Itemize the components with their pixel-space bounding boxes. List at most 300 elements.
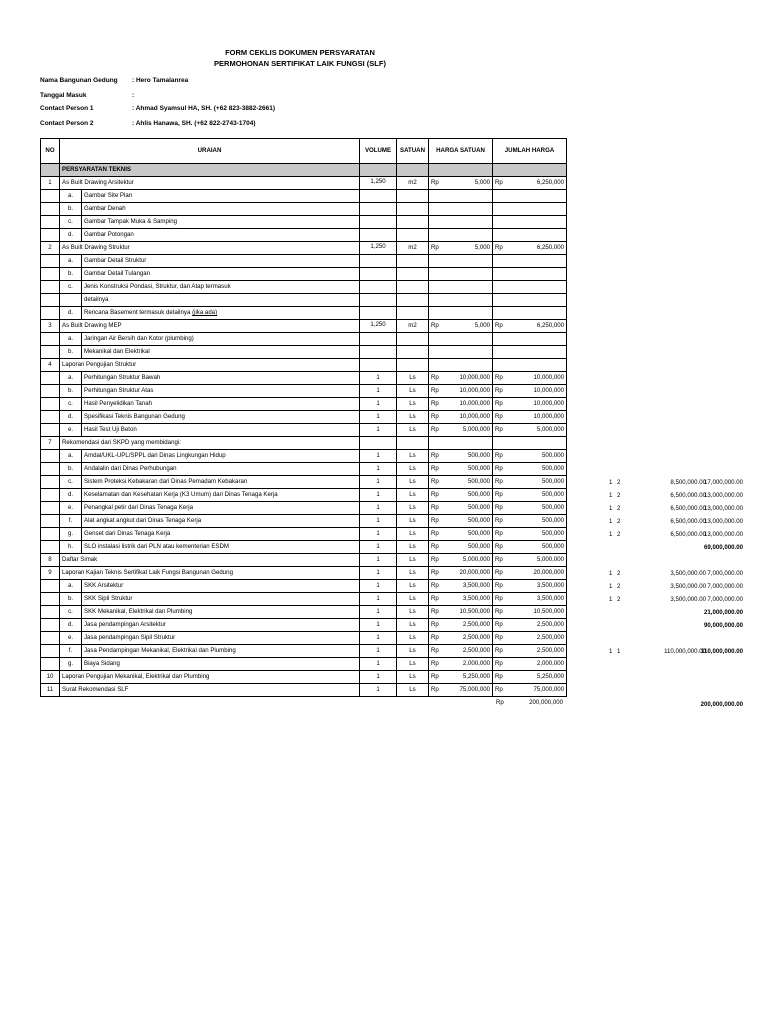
side-total: 21,000,000.00 — [704, 609, 743, 616]
sub-letter: b. — [60, 268, 82, 281]
unit-price-cell: 3,500,000 — [440, 593, 493, 606]
currency-cell: Rp — [429, 515, 440, 528]
table-row — [41, 580, 567, 593]
currency-cell: Rp — [493, 606, 504, 619]
currency-cell: Rp — [429, 242, 440, 255]
row-number — [41, 593, 60, 606]
row-number: 8 — [41, 554, 60, 567]
item-text: Perhitungan Struktur Bawah — [82, 372, 360, 385]
unit-price-cell — [440, 268, 493, 281]
row-number — [41, 346, 60, 359]
item-text: Jasa pendampingan Arsitektur — [82, 619, 360, 632]
total-price-cell — [504, 255, 567, 268]
table-row — [41, 190, 567, 203]
currency-cell: Rp — [493, 515, 504, 528]
side-total: 90,000,000.00 — [704, 622, 743, 629]
header-satuan: SATUAN — [397, 139, 429, 164]
unit-price-cell — [440, 216, 493, 229]
unit-price-cell — [440, 437, 493, 450]
currency-cell: Rp — [429, 502, 440, 515]
sub-letter: c. — [60, 606, 82, 619]
table-row — [41, 476, 567, 489]
info-value: : Ahmad Syamsul HA, SH. (+62 823-3882-2661) — [132, 105, 276, 112]
sub-letter: c. — [60, 476, 82, 489]
item-text: Gambar Detail Struktur — [82, 255, 360, 268]
unit-price-cell — [440, 203, 493, 216]
sub-letter: b. — [60, 463, 82, 476]
currency-cell: Rp — [493, 684, 504, 697]
table-row — [41, 346, 567, 359]
side-qty-a: 1 — [609, 596, 613, 603]
item-text: Alat angkat angkut dari Dinas Tenaga Kerja — [82, 515, 360, 528]
item-text: Hasil Test Uji Beton — [82, 424, 360, 437]
unit-price-cell: 10,500,000 — [440, 606, 493, 619]
currency-cell — [429, 359, 440, 372]
table-row — [41, 593, 567, 606]
unit-cell: Ls — [397, 567, 429, 580]
total-price-cell: 2,500,000 — [504, 632, 567, 645]
table-row — [41, 372, 567, 385]
sub-letter: d. — [60, 229, 82, 242]
volume-cell — [360, 294, 397, 307]
document-title-line1: FORM CEKLIS DOKUMEN PERSYARATAN — [225, 48, 375, 57]
currency-cell — [493, 359, 504, 372]
unit-price-cell: 5,000 — [440, 177, 493, 190]
sub-letter: f. — [60, 645, 82, 658]
unit-cell — [397, 307, 429, 320]
table-row — [41, 359, 567, 372]
currency-cell: Rp — [429, 541, 440, 554]
item-text: Gambar Detail Tulangan — [82, 268, 360, 281]
item-text: Rencana Basement termasuk detailnya (jika ada) — [82, 307, 360, 320]
table-header-row — [41, 139, 567, 164]
currency-cell — [429, 307, 440, 320]
currency-cell: Rp — [493, 372, 504, 385]
currency-cell: Rp — [493, 645, 504, 658]
unit-cell: Ls — [397, 658, 429, 671]
currency-cell: Rp — [429, 528, 440, 541]
unit-price-cell: 500,000 — [440, 463, 493, 476]
volume-cell: 1 — [360, 489, 397, 502]
side-unit-price: 3,500,000.00 — [670, 596, 706, 603]
unit-cell: Ls — [397, 450, 429, 463]
volume-cell — [360, 229, 397, 242]
unit-price-cell: 10,000,000 — [440, 398, 493, 411]
currency-cell — [429, 229, 440, 242]
currency-cell: Rp — [429, 476, 440, 489]
table-row — [41, 424, 567, 437]
table-row — [41, 632, 567, 645]
volume-cell: 1,250 — [360, 242, 397, 255]
item-text: Jasa pendampingan Sipil Struktur — [82, 632, 360, 645]
side-total: 200,000,000.00 — [700, 701, 743, 708]
table-row — [41, 502, 567, 515]
info-label: Contact Person 1 — [40, 105, 94, 112]
unit-price-cell — [440, 359, 493, 372]
unit-price-cell — [440, 190, 493, 203]
total-price-cell — [504, 190, 567, 203]
volume-cell: 1 — [360, 385, 397, 398]
section-row — [41, 164, 567, 177]
document-title-line2: PERMOHONAN SERTIFIKAT LAIK FUNGSI (SLF) — [214, 59, 386, 68]
row-number — [41, 424, 60, 437]
side-unit-price: 6,500,000.00 — [670, 492, 706, 499]
unit-price-cell: 5,000,000 — [440, 554, 493, 567]
side-unit-price: 110,000,000.00 — [664, 648, 706, 655]
unit-cell: Ls — [397, 411, 429, 424]
currency-cell: Rp — [429, 411, 440, 424]
total-price-cell — [504, 346, 567, 359]
total-price-cell: 6,250,000 — [504, 242, 567, 255]
item-text: Jaringan Air Bersih dan Kotor (plumbing) — [82, 333, 360, 346]
unit-cell: Ls — [397, 515, 429, 528]
side-total: 7,000,000.00 — [707, 596, 743, 603]
volume-cell: 1 — [360, 658, 397, 671]
volume-cell: 1 — [360, 476, 397, 489]
item-text: Laporan Pengujian Mekanikal, Elektrikal dan Plumbing — [60, 671, 360, 684]
side-qty-a: 1 — [609, 505, 613, 512]
currency-cell: Rp — [493, 398, 504, 411]
row-number — [41, 528, 60, 541]
currency-cell: Rp — [429, 385, 440, 398]
total-price-cell: 10,000,000 — [504, 372, 567, 385]
side-qty-a: 1 — [609, 479, 613, 486]
volume-cell: 1 — [360, 671, 397, 684]
side-qty-a: 1 — [609, 518, 613, 525]
table-row — [41, 268, 567, 281]
grand-total-value: 200,000,000 — [529, 699, 563, 706]
side-qty-b: 2 — [617, 570, 621, 577]
row-number — [41, 645, 60, 658]
unit-cell — [397, 190, 429, 203]
unit-cell: Ls — [397, 476, 429, 489]
sub-letter: a. — [60, 190, 82, 203]
total-price-cell: 10,000,000 — [504, 398, 567, 411]
volume-cell: 1 — [360, 411, 397, 424]
total-price-cell: 500,000 — [504, 502, 567, 515]
currency-cell: Rp — [493, 489, 504, 502]
currency-cell: Rp — [429, 671, 440, 684]
sub-letter: b. — [60, 385, 82, 398]
unit-price-cell — [440, 307, 493, 320]
table-row — [41, 567, 567, 580]
item-text: Mekanikal dan Elektrikal — [82, 346, 360, 359]
side-total: 69,000,000.00 — [704, 544, 743, 551]
volume-cell — [360, 255, 397, 268]
side-total: 13,000,000.00 — [704, 492, 743, 499]
total-price-cell: 500,000 — [504, 489, 567, 502]
currency-cell: Rp — [493, 671, 504, 684]
volume-cell: 1 — [360, 528, 397, 541]
unit-cell: Ls — [397, 463, 429, 476]
total-price-cell: 5,250,000 — [504, 671, 567, 684]
sub-letter: a. — [60, 450, 82, 463]
currency-cell — [429, 437, 440, 450]
row-number — [41, 619, 60, 632]
currency-cell — [493, 307, 504, 320]
unit-cell: Ls — [397, 671, 429, 684]
header-uraian: URAIAN — [60, 139, 360, 164]
volume-cell: 1 — [360, 541, 397, 554]
currency-cell — [493, 281, 504, 294]
row-number — [41, 450, 60, 463]
side-qty-a: 1 — [609, 492, 613, 499]
header-no: NO — [41, 139, 60, 164]
currency-cell — [493, 437, 504, 450]
unit-cell: Ls — [397, 489, 429, 502]
unit-price-cell: 500,000 — [440, 476, 493, 489]
item-text: Sistem Proteksi Kebakaran dari Dinas Pemadam Kebakaran — [82, 476, 360, 489]
sub-letter: b. — [60, 203, 82, 216]
info-value: : Ahlis Hanawa, SH. (+62 822-2743-1704) — [132, 120, 256, 127]
side-qty-a: 1 — [609, 570, 613, 577]
sub-letter: b. — [60, 346, 82, 359]
total-price-cell: 6,250,000 — [504, 320, 567, 333]
total-price-cell: 500,000 — [504, 515, 567, 528]
volume-cell: 1 — [360, 450, 397, 463]
total-price-cell — [504, 307, 567, 320]
item-text: SKK Arsitektur — [82, 580, 360, 593]
currency-cell — [429, 190, 440, 203]
unit-cell: m2 — [397, 242, 429, 255]
volume-cell: 1 — [360, 554, 397, 567]
volume-cell — [360, 203, 397, 216]
side-qty-b: 2 — [617, 492, 621, 499]
side-total: 110,000,000.00 — [700, 648, 743, 655]
currency-cell: Rp — [429, 684, 440, 697]
unit-cell: Ls — [397, 398, 429, 411]
row-number: 1 — [41, 177, 60, 190]
volume-cell — [360, 190, 397, 203]
total-price-cell — [504, 281, 567, 294]
volume-cell: 1 — [360, 580, 397, 593]
table-row — [41, 554, 567, 567]
currency-cell: Rp — [493, 541, 504, 554]
volume-cell: 1 — [360, 502, 397, 515]
volume-cell: 1 — [360, 632, 397, 645]
currency-cell — [493, 229, 504, 242]
table-row — [41, 437, 567, 450]
currency-cell — [429, 333, 440, 346]
unit-cell — [397, 333, 429, 346]
unit-price-cell: 500,000 — [440, 450, 493, 463]
total-price-cell: 500,000 — [504, 463, 567, 476]
total-price-cell: 500,000 — [504, 541, 567, 554]
currency-cell — [493, 333, 504, 346]
row-number — [41, 398, 60, 411]
item-text: Surat Rekomendasi SLF — [60, 684, 360, 697]
item-text: Gambar Denah — [82, 203, 360, 216]
unit-price-cell: 2,500,000 — [440, 632, 493, 645]
total-price-cell: 500,000 — [504, 528, 567, 541]
total-price-cell: 10,000,000 — [504, 385, 567, 398]
currency-cell — [429, 203, 440, 216]
currency-cell — [429, 346, 440, 359]
currency-cell: Rp — [493, 320, 504, 333]
table-row — [41, 411, 567, 424]
info-label: Contact Person 2 — [40, 120, 94, 127]
currency-cell — [493, 268, 504, 281]
row-number — [41, 268, 60, 281]
item-text: Laporan Pengujian Struktur — [60, 359, 360, 372]
currency-cell: Rp — [493, 528, 504, 541]
side-qty-b: 1 — [617, 648, 621, 655]
unit-cell: Ls — [397, 541, 429, 554]
volume-cell: 1 — [360, 619, 397, 632]
currency-cell: Rp — [493, 424, 504, 437]
unit-cell — [397, 229, 429, 242]
table-row — [41, 281, 567, 294]
sub-letter: b. — [60, 593, 82, 606]
side-qty-b: 2 — [617, 583, 621, 590]
side-unit-price: 8,500,000.00 — [670, 479, 706, 486]
currency-cell — [429, 255, 440, 268]
total-price-cell: 3,500,000 — [504, 593, 567, 606]
item-text: Perhitungan Struktur Atas — [82, 385, 360, 398]
volume-cell: 1 — [360, 567, 397, 580]
side-qty-a: 1 — [609, 648, 613, 655]
volume-cell — [360, 437, 397, 450]
sub-letter: c. — [60, 398, 82, 411]
unit-price-cell: 20,000,000 — [440, 567, 493, 580]
currency-cell: Rp — [493, 619, 504, 632]
side-total: 7,000,000.00 — [707, 570, 743, 577]
header-harga-satuan: HARGA SATUAN — [429, 139, 493, 164]
currency-cell: Rp — [493, 450, 504, 463]
item-text: SKK Sipil Struktur — [82, 593, 360, 606]
item-text: Rekomendasi dari SKPD yang membidangi: — [60, 437, 360, 450]
currency-cell: Rp — [429, 320, 440, 333]
sub-letter: f. — [60, 515, 82, 528]
side-qty-b: 2 — [617, 479, 621, 486]
row-number: 2 — [41, 242, 60, 255]
row-number — [41, 541, 60, 554]
table-row — [41, 619, 567, 632]
currency-cell: Rp — [429, 593, 440, 606]
volume-cell: 1 — [360, 606, 397, 619]
row-number — [41, 229, 60, 242]
unit-cell: Ls — [397, 385, 429, 398]
currency-cell: Rp — [493, 177, 504, 190]
side-total: 13,000,000.00 — [704, 505, 743, 512]
currency-cell: Rp — [429, 658, 440, 671]
side-qty-b: 2 — [617, 531, 621, 538]
side-unit-price: 3,500,000.00 — [670, 570, 706, 577]
volume-cell: 1,250 — [360, 320, 397, 333]
total-price-cell: 5,000,000 — [504, 424, 567, 437]
currency-cell — [429, 216, 440, 229]
sub-letter: a. — [60, 333, 82, 346]
row-number: 11 — [41, 684, 60, 697]
table-row — [41, 515, 567, 528]
side-qty-b: 2 — [617, 505, 621, 512]
side-unit-price: 6,500,000.00 — [670, 505, 706, 512]
table-row — [41, 606, 567, 619]
table-row — [41, 489, 567, 502]
unit-cell — [397, 255, 429, 268]
table-row — [41, 177, 567, 190]
row-number — [41, 385, 60, 398]
row-number — [41, 463, 60, 476]
row-number — [41, 190, 60, 203]
volume-cell: 1 — [360, 684, 397, 697]
item-text: Penangkal petir dari Dinas Tenaga Kerja — [82, 502, 360, 515]
side-total: 17,000,000.00 — [704, 479, 743, 486]
currency-cell: Rp — [493, 632, 504, 645]
unit-cell: Ls — [397, 645, 429, 658]
currency-cell — [493, 294, 504, 307]
item-text: Genset dari Dinas Tenaga Kerja — [82, 528, 360, 541]
side-total: 13,000,000.00 — [704, 518, 743, 525]
side-qty-a: 1 — [609, 583, 613, 590]
table-row — [41, 528, 567, 541]
total-price-cell — [504, 268, 567, 281]
item-text: Gambar Site Plan — [82, 190, 360, 203]
sub-letter: d. — [60, 489, 82, 502]
row-number: 3 — [41, 320, 60, 333]
currency-cell — [493, 203, 504, 216]
unit-cell: m2 — [397, 320, 429, 333]
item-text: SKK Mekanikal, Elektrikal dan Plumbing — [82, 606, 360, 619]
row-number — [41, 333, 60, 346]
item-text: Gambar Tampak Muka & Samping — [82, 216, 360, 229]
total-price-cell — [504, 437, 567, 450]
volume-cell — [360, 346, 397, 359]
volume-cell — [360, 268, 397, 281]
currency-cell — [429, 294, 440, 307]
unit-price-cell: 500,000 — [440, 489, 493, 502]
unit-price-cell: 10,000,000 — [440, 372, 493, 385]
unit-price-cell: 5,000 — [440, 242, 493, 255]
unit-cell: Ls — [397, 502, 429, 515]
currency-cell: Rp — [429, 554, 440, 567]
currency-cell — [429, 281, 440, 294]
table-row — [41, 333, 567, 346]
currency-cell — [493, 255, 504, 268]
table-row — [41, 541, 567, 554]
section-title: PERSYARATAN TEKNIS — [60, 164, 360, 177]
total-price-cell: 2,500,000 — [504, 619, 567, 632]
sub-letter: d. — [60, 411, 82, 424]
sub-letter: e. — [60, 424, 82, 437]
currency-cell: Rp — [429, 606, 440, 619]
unit-cell: Ls — [397, 593, 429, 606]
total-price-cell: 2,000,000 — [504, 658, 567, 671]
item-text: Jasa Pendampingan Mekanikal, Elektrikal dan Plumbing — [82, 645, 360, 658]
currency-cell: Rp — [429, 372, 440, 385]
item-text: As Built Drawing Arsitektur — [60, 177, 360, 190]
volume-cell: 1 — [360, 645, 397, 658]
table-row — [41, 658, 567, 671]
currency-cell: Rp — [493, 502, 504, 515]
currency-cell: Rp — [429, 424, 440, 437]
total-price-cell: 10,500,000 — [504, 606, 567, 619]
side-qty-a: 1 — [609, 531, 613, 538]
item-text: Spesifikasi Teknis Bangunan Gedung — [82, 411, 360, 424]
volume-cell: 1 — [360, 463, 397, 476]
volume-cell — [360, 216, 397, 229]
header-jumlah-harga: JUMLAH HARGA — [493, 139, 567, 164]
total-price-cell — [504, 216, 567, 229]
row-number — [41, 580, 60, 593]
unit-price-cell: 5,000 — [440, 320, 493, 333]
unit-cell — [397, 281, 429, 294]
grand-total-currency: Rp — [496, 699, 504, 706]
currency-cell: Rp — [429, 463, 440, 476]
unit-price-cell: 3,500,000 — [440, 580, 493, 593]
unit-price-cell: 10,000,000 — [440, 385, 493, 398]
item-text: Gambar Potongan — [82, 229, 360, 242]
